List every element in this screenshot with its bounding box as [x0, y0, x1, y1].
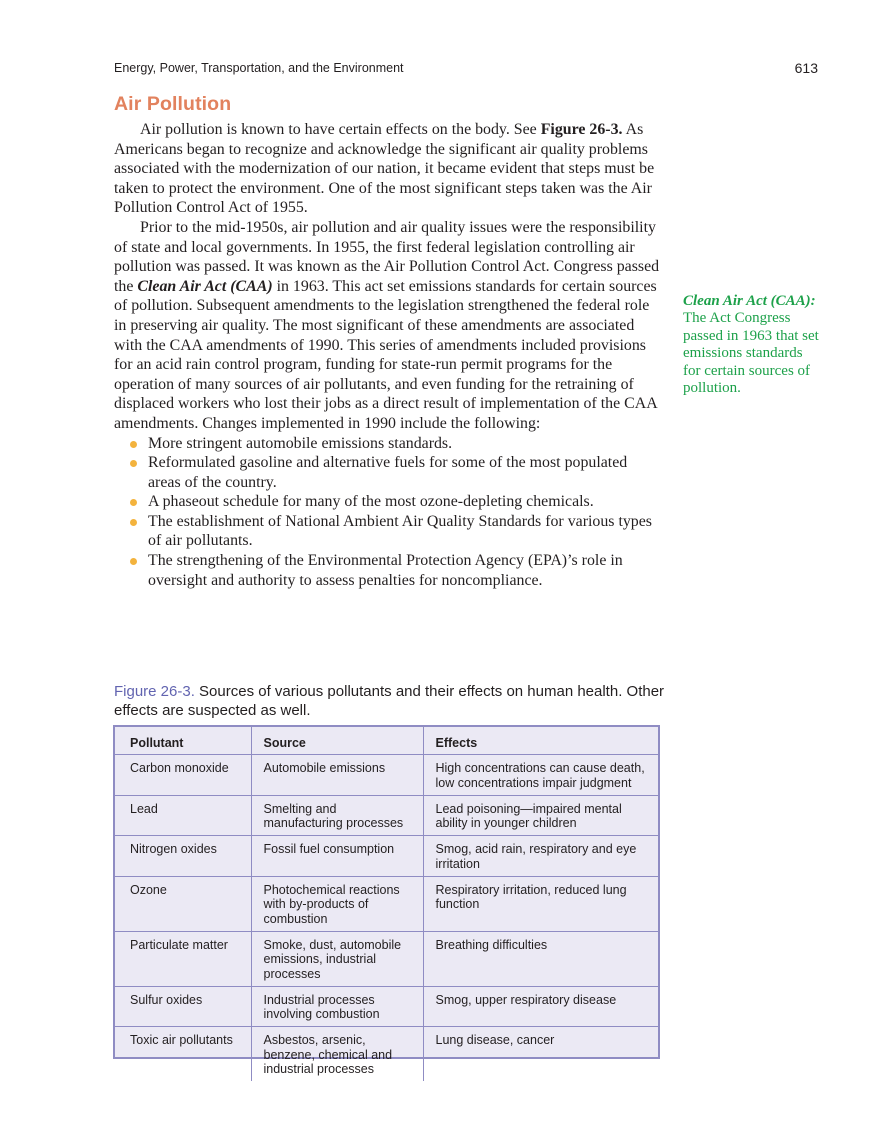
column-header-source: Source — [251, 727, 423, 755]
paragraph-1-text-b: As Americans began to recognize and acknowledge the significant air quality problems associated with the modernization of our nation, it became evident that steps must be taken to protect the environment. One of the most significant steps taken was the Air Pollution Control Act of 1955. — [114, 121, 655, 217]
key-term: Clean Air Act (CAA) — [137, 277, 273, 295]
paragraph-2-text-b: in 1963. This act set emissions standards for certain sources of pollution. Subsequent amendments to the legislation strengthened the federal role in preserving air quality. The most significant of these amendments are associated with the CAA amendments of 1990. This series of amendments included provisions for an acid rain control program, funding for state-run permit programs for the operation of many sources of air pollutants, and even funding for the retraining of displaced workers who lost their jobs as a direct result of implementation of the CAA amendments. Changes implemented in 1990 include the following: — [114, 277, 657, 432]
table-row — [115, 1027, 658, 1081]
column-header-pollutant: Pollutant — [115, 727, 251, 755]
list-item — [114, 492, 662, 512]
bullet-icon — [130, 441, 137, 448]
figure-label: Figure 26-3. — [114, 683, 195, 700]
list-item-text: A phaseout schedule for many of the most ozone-depleting chemicals. — [148, 493, 594, 511]
bullet-list — [114, 434, 662, 591]
pollutant-table — [115, 727, 658, 1081]
effects-cell: Lung disease, cancer — [423, 1027, 658, 1081]
pollutant-cell: Ozone — [115, 877, 251, 932]
pollutant-cell: Nitrogen oxides — [115, 836, 251, 877]
source-cell: Smoke, dust, automobile emissions, industrial processes — [251, 931, 423, 986]
effects-cell: High concentrations can cause death, low concentrations impair judgment — [423, 755, 658, 796]
table-row — [115, 931, 658, 986]
page-number: 613 — [794, 60, 818, 76]
list-item — [114, 512, 662, 551]
running-title: Energy, Power, Transportation, and the Environment — [114, 61, 404, 75]
pollutant-cell: Toxic air pollutants — [115, 1027, 251, 1081]
source-cell: Asbestos, arsenic, benzene, chemical and industrial processes — [251, 1027, 423, 1081]
margin-glossary-note — [683, 293, 823, 397]
list-item-text: More stringent automobile emissions standards. — [148, 434, 453, 452]
glossary-term: Clean Air Act (CAA): — [683, 293, 816, 309]
bullet-icon — [130, 558, 137, 565]
table-header-row — [115, 727, 658, 755]
figure-caption-text: Sources of various pollutants and their effects on human health. Other effects are suspected as well. — [114, 683, 665, 719]
effects-cell: Lead poisoning—impaired mental ability in younger children — [423, 795, 658, 836]
list-item-text: Reformulated gasoline and alternative fuels for some of the most populated areas of the country. — [148, 454, 628, 491]
glossary-definition: The Act Congress passed in 1963 that set emissions standards for certain sources of pollution. — [683, 310, 819, 397]
source-cell: Fossil fuel consumption — [251, 836, 423, 877]
section-heading: Air Pollution — [114, 93, 232, 115]
source-cell: Smelting and manufacturing processes — [251, 795, 423, 836]
column-header-effects: Effects — [423, 727, 658, 755]
pollutant-table-frame — [113, 725, 660, 1077]
figure-caption — [114, 683, 674, 720]
figure-reference: Figure 26-3. — [540, 121, 623, 138]
pollutant-cell: Particulate matter — [115, 931, 251, 986]
list-item — [114, 453, 662, 492]
source-cell: Industrial processes involving combustion — [251, 986, 423, 1027]
body-text — [114, 120, 662, 590]
source-cell: Automobile emissions — [251, 755, 423, 796]
pollutant-cell: Lead — [115, 795, 251, 836]
pollutant-cell: Sulfur oxides — [115, 986, 251, 1027]
table-row — [115, 986, 658, 1027]
paragraph-2 — [114, 218, 662, 434]
effects-cell: Respiratory irritation, reduced lung function — [423, 877, 658, 932]
effects-cell: Breathing difficulties — [423, 931, 658, 986]
list-item — [114, 551, 662, 590]
paragraph-2-text-a: Prior to the mid-1950s, air pollution and air quality issues were the responsibility of state and local governments. In 1955, the first federal legislation controlling air pollution was passed. It was known as the Air Pollution Control Act. Congress passed the — [114, 218, 660, 295]
list-item — [114, 434, 662, 454]
table-row — [115, 877, 658, 932]
paragraph-1 — [114, 120, 662, 218]
bullet-icon — [130, 460, 137, 467]
bullet-icon — [130, 519, 137, 526]
effects-cell: Smog, acid rain, respiratory and eye irritation — [423, 836, 658, 877]
table-row — [115, 755, 658, 796]
list-item-text: The strengthening of the Environmental Protection Agency (EPA)’s role in oversight and authority to assess penalties for noncompliance. — [148, 552, 623, 589]
table-row — [115, 795, 658, 836]
paragraph-1-text-a: Air pollution is known to have certain effects on the body. See — [140, 121, 541, 138]
bullet-icon — [130, 499, 137, 506]
table-row — [115, 836, 658, 877]
source-cell: Photochemical reactions with by-products of combustion — [251, 877, 423, 932]
pollutant-cell: Carbon monoxide — [115, 755, 251, 796]
list-item-text: The establishment of National Ambient Air Quality Standards for various types of air pollutants. — [148, 512, 652, 550]
effects-cell: Smog, upper respiratory disease — [423, 986, 658, 1027]
